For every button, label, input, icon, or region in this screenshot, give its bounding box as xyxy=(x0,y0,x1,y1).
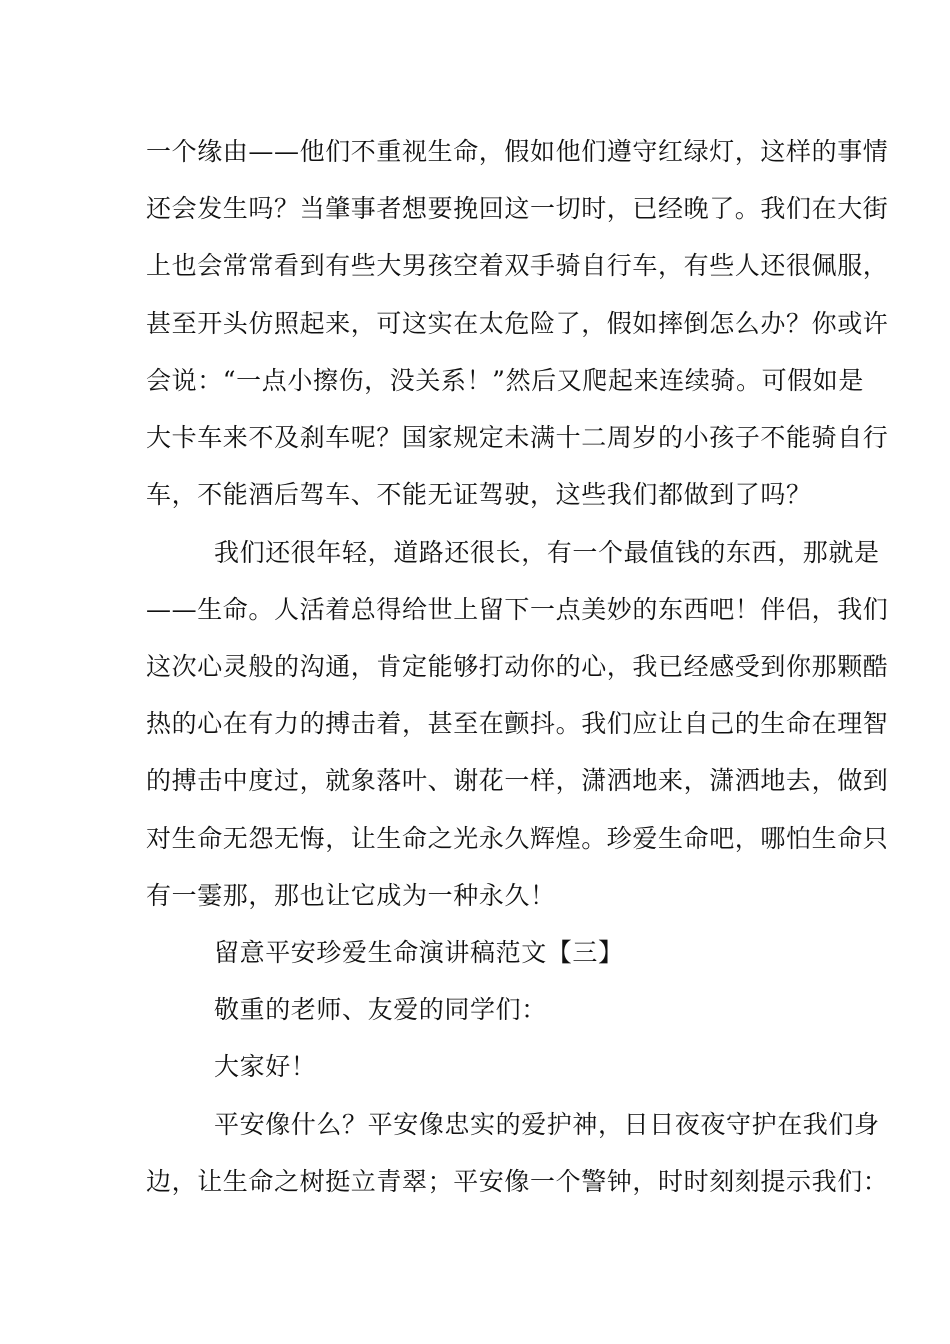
paragraph-line: 这次心灵般的沟通，肯定能够打动你的心，我已经感受到你那颗酷 xyxy=(146,652,889,681)
paragraph-line: 热的心在有力的搏击着，甚至在颤抖。我们应让自己的生命在理智 xyxy=(146,709,889,738)
paragraph-line: 的搏击中度过，就象落叶、谢花一样，潇洒地来，潇洒地去，做到 xyxy=(146,766,889,795)
paragraph-line: 大卡车来不及刹车呢？国家规定未满十二周岁的小孩子不能骑自行 xyxy=(146,423,889,452)
salutation-line: 敬重的老师、友爱的同学们： xyxy=(214,995,547,1024)
paragraph-line: 平安像什么？平安像忠实的爱护神，日日夜夜守护在我们身 xyxy=(214,1110,880,1139)
paragraph-line: 边，让生命之树挺立青翠；平安像一个警钟，时时刻刻提示我们： xyxy=(146,1167,889,1196)
paragraph-line: 对生命无怨无悔，让生命之光永久辉煌。珍爱生命吧，哪怕生命只 xyxy=(146,824,889,853)
paragraph-line: 一个缘由——他们不重视生命，假如他们遵守红绿灯，这样的事情 xyxy=(146,137,889,166)
paragraph-line: 我们还很年轻，道路还很长，有一个最值钱的东西，那就是 xyxy=(214,538,880,567)
paragraph-line: 甚至开头仿照起来，可这实在太危险了，假如摔倒怎么办？你或许 xyxy=(146,309,889,338)
paragraph-line: ——生命。人活着总得给世上留下一点美妙的东西吧！伴侣，我们 xyxy=(146,595,889,624)
paragraph-line: 上也会常常看到有些大男孩空着双手骑自行车，有些人还很佩服， xyxy=(146,251,889,280)
section-heading: 留意平安珍爱生命演讲稿范文【三】 xyxy=(214,938,624,967)
paragraph-line: 车，不能酒后驾车、不能无证驾驶，这些我们都做到了吗？ xyxy=(146,480,812,509)
paragraph-line: 还会发生吗？当肇事者想要挽回这一切时，已经晚了。我们在大街 xyxy=(146,194,889,223)
paragraph-line: 有一霎那，那也让它成为一种永久！ xyxy=(146,881,556,910)
paragraph-line: 会说：“一点小擦伤，没关系！”然后又爬起来连续骑。可假如是 xyxy=(146,366,864,395)
greeting-line: 大家好！ xyxy=(214,1052,317,1081)
